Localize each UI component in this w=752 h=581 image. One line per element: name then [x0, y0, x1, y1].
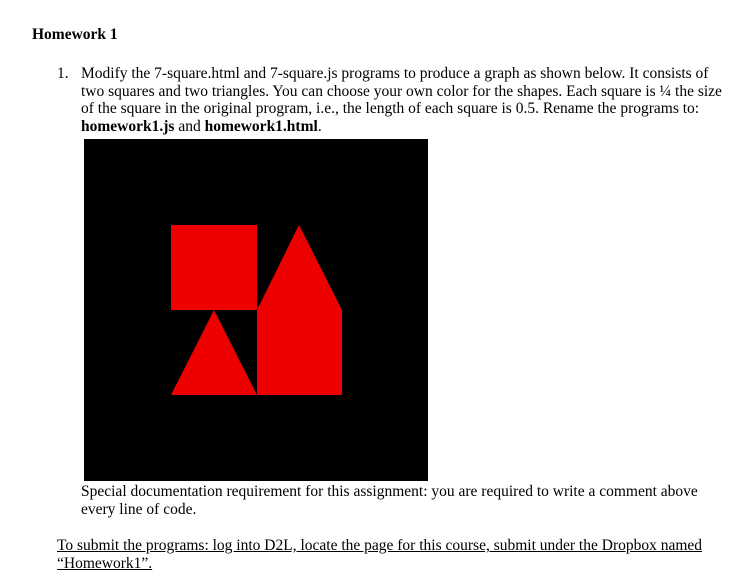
documentation-requirement: Special documentation requirement for this assignment: you are required to write a comment above every line of code. — [81, 483, 698, 518]
period-text: . — [317, 117, 322, 135]
webgl-output-figure — [84, 139, 428, 481]
document-title: Homework 1 — [32, 26, 118, 43]
top-left-square — [171, 225, 257, 310]
html-filename: homework1.html — [204, 117, 318, 135]
figure-svg — [84, 139, 428, 481]
instructions-text: Modify the 7-square.html and 7-square.js programs to produce a graph as shown below. It consists of two squares and two triangles. You can choose your own color for the shapes. Each square is ¼ the size of the square in the original program, i.e., the length of each square is 0.5. Rename the programs to: — [81, 65, 722, 118]
and-text: and — [174, 117, 205, 135]
bottom-right-square — [257, 310, 342, 395]
list-item-number: 1. — [57, 65, 69, 82]
assignment-instructions — [81, 65, 731, 135]
js-filename: homework1.js — [81, 117, 175, 135]
submission-instructions: To submit the programs: log into D2L, locate the page for this course, submit under the Dropbox named “Homework1”. — [57, 537, 703, 572]
